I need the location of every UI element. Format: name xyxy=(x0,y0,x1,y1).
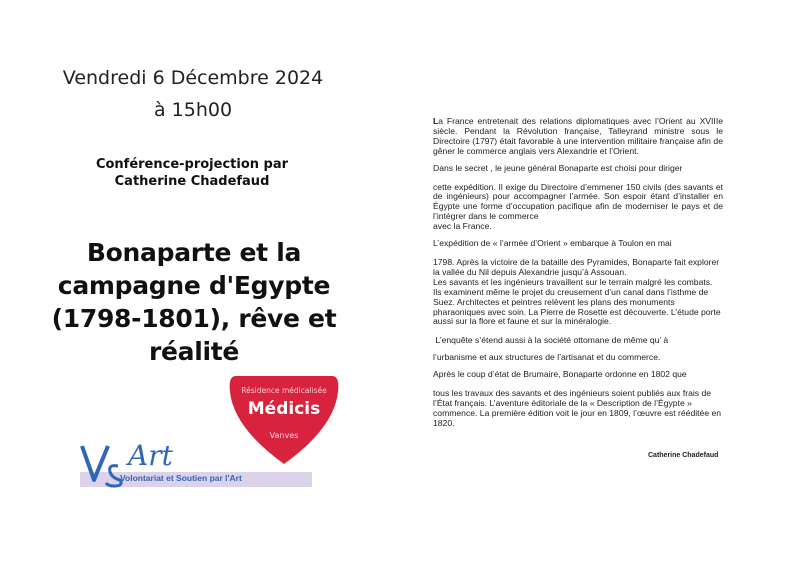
paragraph-2-last: avec la France. xyxy=(433,221,492,232)
paragraph-5-line-1: L’enquête s’étend aussi à la société ottomane de même qu’ à xyxy=(433,335,669,346)
speaker-name: Catherine Chadefaud xyxy=(114,174,270,189)
paragraph-6-line-1: Après le coup d’état de Brumaire, Bonaparte ordonne en 1802 que xyxy=(433,369,687,380)
paragraph-2-text: cette expédition. Il exige du Directoire d’emmener 150 civils (des savants et de ingénieurs) pour accompagner l’armée. Son espoir étant d’installer en Égypte une forme d’occupation pacifique afin de moderniser le pays et de l’intégrer dans le commerce xyxy=(433,181,723,222)
medicis-subtitle: Résidence médicalisée xyxy=(241,386,327,395)
paragraph-5-line-2: l’urbanisme et aux structures de l’artisanat et du commerce. xyxy=(433,352,661,363)
medicis-city: Vanves xyxy=(269,431,299,440)
date-line: Vendredi 6 Décembre 2024 xyxy=(62,67,324,89)
article-signature: Catherine Chadefaud xyxy=(648,452,719,459)
conference-type: Conférence-projection par xyxy=(95,157,289,172)
title-line-3: (1798-1801), rêve et xyxy=(51,304,337,333)
article-text xyxy=(433,117,723,429)
medicis-name: Médicis xyxy=(247,399,321,419)
event-title xyxy=(30,236,358,368)
first-letter: L xyxy=(433,116,439,126)
time-line: à 15h00 xyxy=(153,99,233,121)
conference-info xyxy=(60,156,324,190)
paragraph-1-text: a France entretenait des relations diplomatiques avec l’Orient au XVIIIe siècle. Pendant la Révolution française, Talleyrand ministre sous le Directoire (1797) était favorable à une intervention militaire française afin de gêner le commerce anglais vers Alexandrie et l’Orient. xyxy=(433,116,723,156)
paragraph-4: Les savants et les ingénieurs travaillent sur le terrain malgré les combats. Ils examinent même le projet du creusement d’un canal dans l’isthme de Suez. Architectes et peintres relèvent les plans des monuments pharaoniques avec soin. La Pierre de Rosette est découverte. L’étude porte aussi sur la flore et faune et sur la minéralogie. xyxy=(433,276,721,327)
vsart-logo xyxy=(78,440,314,490)
paragraph-2-line-1: Dans le secret , le jeune général Bonaparte est choisi pour diriger xyxy=(433,162,683,173)
vsart-art-word: Art xyxy=(128,439,173,472)
vsart-tagline: Volontariat et Soutien par l'Art xyxy=(120,473,242,483)
paragraph-6-text: tous les travaux des savants et des ingénieurs soient publiés aux frais de l’État français. L’aventure éditoriale de la « Description de l’Égypte » commence. La première édition voit le jour en 1809, l’œuvre est rééditée en 1820. xyxy=(433,388,722,428)
paragraph-3-line-1: L’expédition de « l’armée d’Orient » embarque à Toulon en mai xyxy=(433,238,672,249)
title-line-1: Bonaparte et la xyxy=(86,238,302,267)
paragraph-3-text: 1798. Après la victoire de la bataille des Pyramides, Bonaparte fait explorer la vallée du Nil depuis Alexandrie jusqu’à Assouan. xyxy=(433,256,720,277)
title-line-4: réalité xyxy=(148,337,240,366)
event-date xyxy=(28,62,358,126)
title-line-2: campagne d'Egypte xyxy=(57,271,331,300)
paragraph-1 xyxy=(433,117,723,157)
